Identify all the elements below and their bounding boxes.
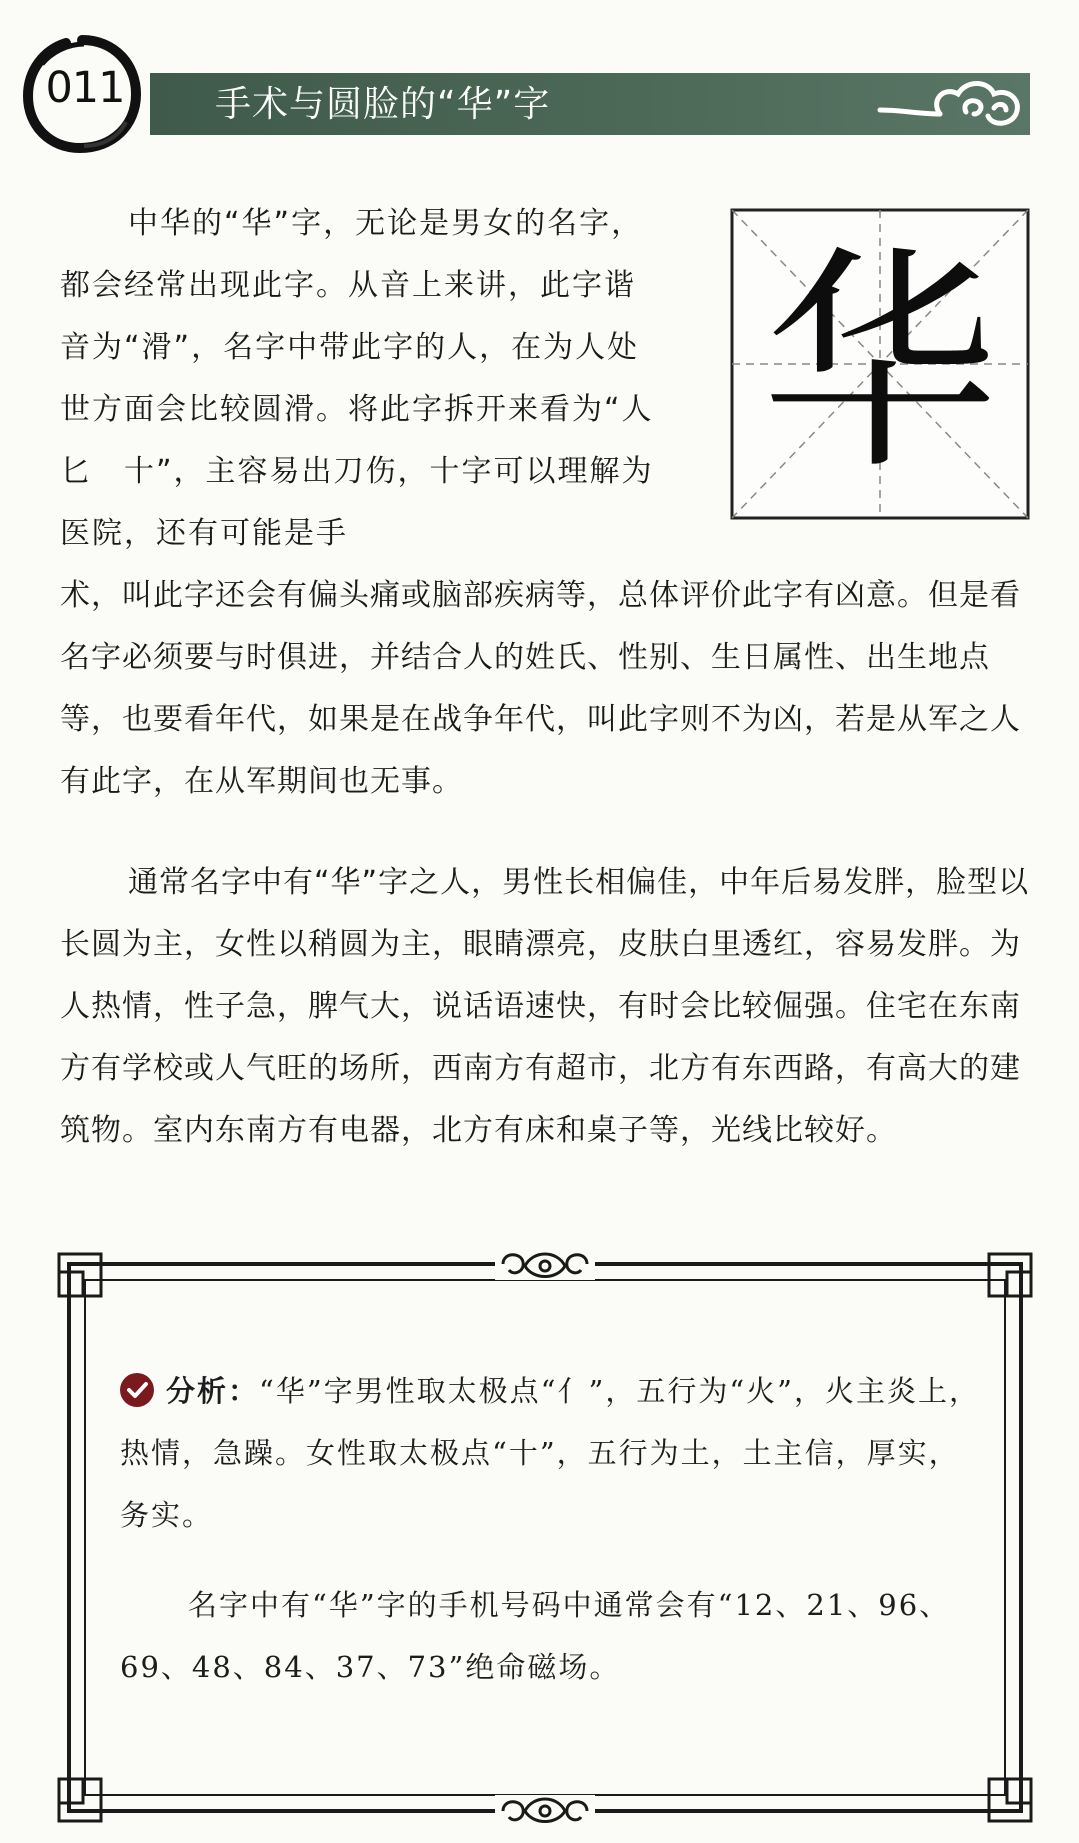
chapter-number: 011 bbox=[45, 63, 125, 113]
auspicious-cloud-icon bbox=[870, 70, 1030, 138]
paragraph-intro: 中华的“华”字，无论是男女的名字，都会经常出现此字。从音上来讲，此字谐音为“滑”，名字中带此字的人，在为人处世方面会比较圆滑。将此字拆开来看为“人 匕 十”，主容易出刀伤，十字可以理解为医院，还有可能是手 bbox=[60, 206, 686, 551]
paragraph-appearance: 通常名字中有“华”字之人，男性长相偏佳，中年后易发胖，脸型以长圆为主，女性以稍圆为主，眼睛漂亮，皮肤白里透红，容易发胖。为人热情，性子急，脾气大，说话语速快，有时会比较倔强。住宅在东南方有学校或人气旺的场所，西南方有超市，北方有东西路，有高大的建筑物。室内东南方有电器，北方有床和桌子等，光线比较好。 bbox=[60, 865, 1030, 1148]
analysis-body: “华”字男性取太极点“亻”，五行为“火”，火主炎上，热情，急躁。女性取太极点“十”，五行为土，土主信，厚实，务实。 bbox=[120, 1374, 980, 1532]
chapter-header bbox=[0, 0, 1079, 170]
character-grid bbox=[730, 208, 1030, 520]
analysis-label: 分析： bbox=[166, 1374, 260, 1408]
scroll-ornament-icon bbox=[495, 1250, 595, 1280]
paragraph-continued: 术，叫此字还会有偏头痛或脑部疾病等，总体评价此字有凶意。但是看名字必须要与时俱进，并结合人的姓氏、性别、生日属性、出生地点等，也要看年代，如果是在战争年代，叫此字则不为凶，若是从军之人有此字，在从军期间也无事。 bbox=[60, 578, 1021, 799]
phone-number-note: 名字中有“华”字的手机号码中通常会有“12、21、96、69、48、84、37、73”绝命磁场。 bbox=[120, 1588, 951, 1684]
chapter-title: 手术与圆脸的“华”字 bbox=[215, 84, 551, 125]
calligraphy-character: 华 bbox=[761, 226, 998, 501]
check-circle-icon bbox=[120, 1373, 154, 1407]
analysis-text-block bbox=[120, 1360, 980, 1546]
